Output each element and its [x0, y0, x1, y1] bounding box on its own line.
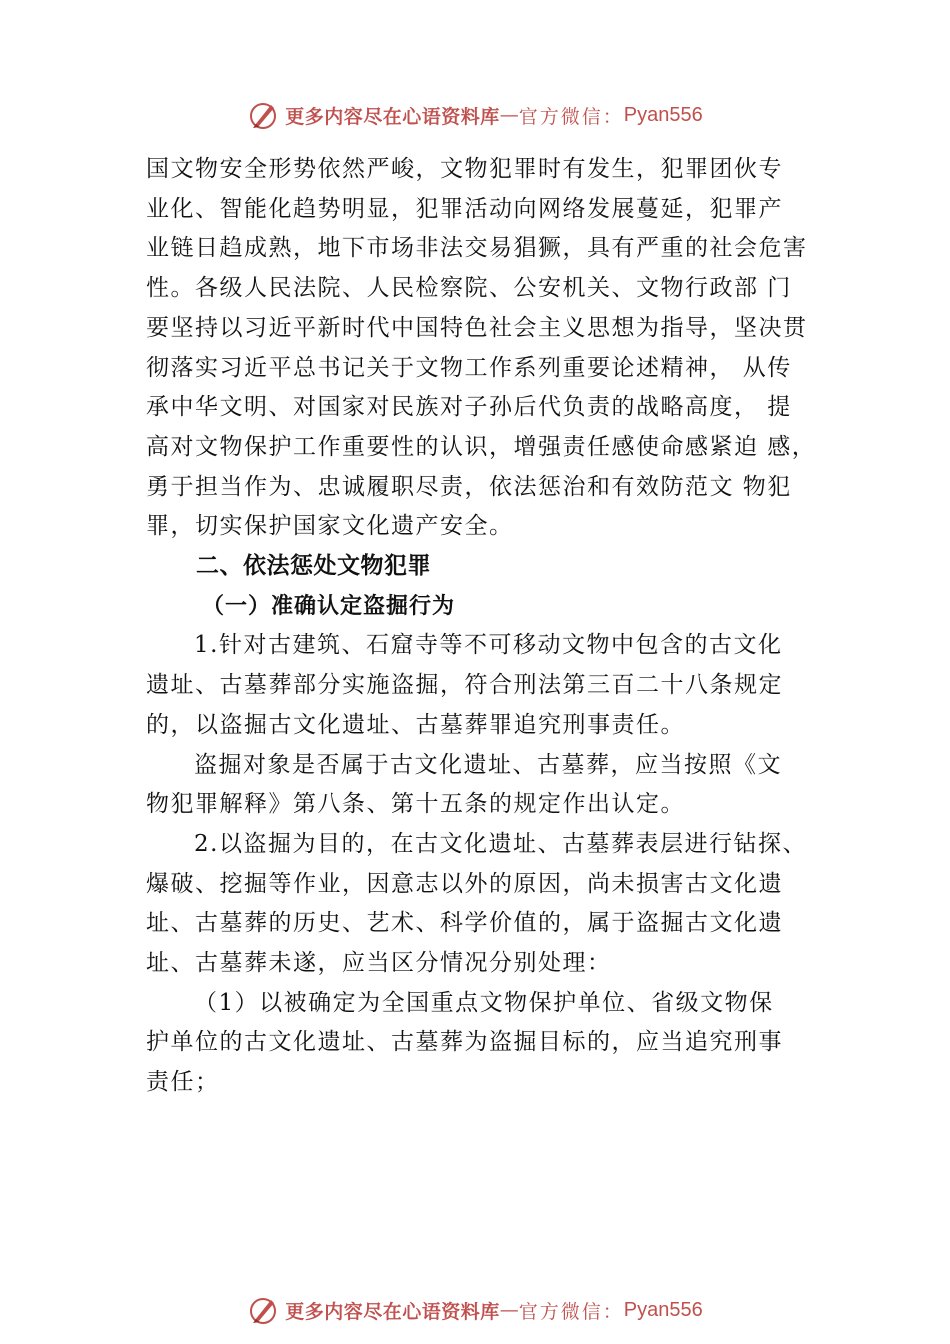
text-line: 业链日趋成熟，地下市场非法交易猖獗，具有严重的社会危害 [146, 235, 808, 262]
text-line: 国文物安全形势依然严峻，文物犯罪时有发生，犯罪团伙专 [146, 156, 783, 182]
text-line: 的，以盗掘古文化遗址、古墓葬罪追究刑事责任。 [146, 711, 685, 738]
text-line: 罪，切实保护国家文化遗产安全。 [146, 513, 514, 540]
banner-wechat-id: Pyan556 [623, 1298, 703, 1321]
paragraph-5 [146, 984, 836, 1103]
banner-wechat-id: Pyan556 [623, 103, 703, 126]
text-line: 物犯罪解释》第八条、第十五条的规定作出认定。 [146, 791, 685, 818]
banner-label: 官方微信： [518, 1300, 624, 1323]
banner-dash: — [499, 104, 519, 126]
pen-logo-icon [247, 99, 279, 131]
text-line: 址、古墓葬的历史、艺术、科学价值的，属于盗掘古文化遗 [146, 910, 783, 937]
banner-label: 官方微信： [518, 105, 624, 128]
text-line: 高对文物保护工作重要性的认识，增强责任感使命感紧迫 感， [146, 433, 817, 460]
paragraph-2 [146, 626, 836, 745]
text-line: 要坚持以习近平新时代中国特色社会主义思想为指导，坚决贯 [146, 314, 808, 341]
banner-title: 更多内容尽在心语资料库 [285, 105, 500, 128]
header-banner [0, 95, 950, 135]
footer-banner [0, 1290, 950, 1330]
text-line: 护单位的古文化遗址、古墓葬为盗掘目标的，应当追究刑事 [146, 1029, 783, 1056]
text-line: 承中华文明、对国家对民族对子孙后代负责的战略高度， 提 [146, 394, 792, 421]
text-line: 址、古墓葬未遂，应当区分情况分别处理： [146, 950, 612, 977]
section-heading: 二、依法惩处文物犯罪 [196, 553, 431, 580]
text-line: 遗址、古墓葬部分实施盗掘，符合刑法第三百二十八条规定 [146, 672, 783, 699]
text-line: （1）以被确定为全国重点文物保护单位、省级文物保 [194, 989, 774, 1016]
text-line: 2.以盗掘为目的，在古文化遗址、古墓葬表层进行钻探、 [194, 830, 807, 857]
text-line: 彻落实习近平总书记关于文物工作系列重要论述精神， 从传 [146, 354, 792, 381]
paragraph-3 [146, 746, 836, 825]
text-line: 爆破、挖掘等作业，因意志以外的原因，尚未损害古文化遗 [146, 870, 783, 897]
text-line: 性。各级人民法院、人民检察院、公安机关、文物行政部 门 [146, 275, 792, 302]
text-line: 盗掘对象是否属于古文化遗址、古墓葬，应当按照《文 [194, 751, 782, 778]
text-line: 业化、智能化趋势明显，犯罪活动向网络发展蔓延，犯罪产 [146, 195, 783, 222]
subsection-heading: （一）准确认定盗掘行为 [202, 593, 456, 619]
banner-title: 更多内容尽在心语资料库 [285, 1300, 500, 1323]
text-line: 勇于担当作为、忠诚履职尽责，依法惩治和有效防范文 物犯 [146, 473, 792, 500]
banner-dash: — [499, 1299, 519, 1321]
text-line: 1.针对古建筑、石窟寺等不可移动文物中包含的古文化 [194, 632, 783, 659]
paragraph-1 [146, 150, 836, 547]
document-body [146, 150, 836, 1103]
paragraph-4 [146, 825, 836, 984]
text-line: 责任； [146, 1069, 220, 1096]
pen-logo-icon [247, 1294, 279, 1326]
